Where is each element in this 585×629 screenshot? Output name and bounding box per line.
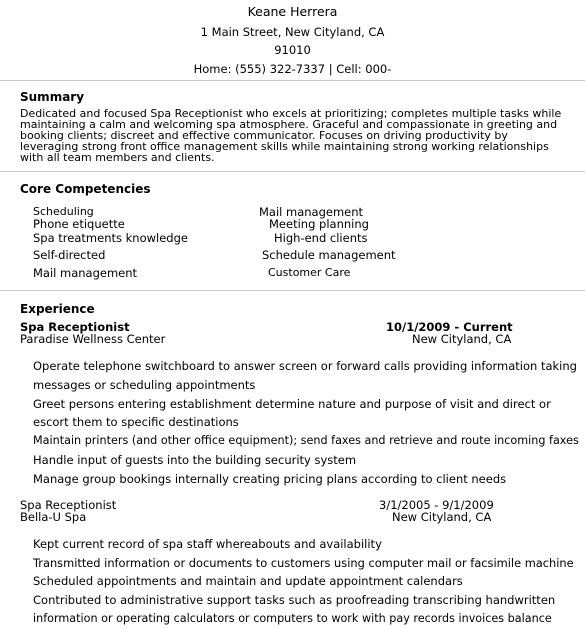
- job-location: New Cityland, CA: [412, 332, 512, 346]
- divider: [0, 80, 585, 81]
- phone-line: Home: (555) 322-7337 | Cell: 000-: [193, 62, 392, 76]
- candidate-name: Keane Herrera: [247, 4, 338, 19]
- job-bullet: Operate telephone switchboard to answer screen or forward calls providing information taking: [33, 359, 577, 373]
- competency-item: Self-directed: [33, 248, 106, 262]
- job-bullet: Transmitted information or documents to customers using computer mail or facsimile machine: [33, 556, 574, 570]
- divider: [0, 290, 585, 291]
- competency-item: Spa treatments knowledge: [33, 231, 188, 245]
- competency-item: Schedule management: [262, 248, 396, 262]
- competency-item: Scheduling: [33, 205, 94, 218]
- competency-item: Mail management: [33, 266, 138, 280]
- summary-line: maintaining a calm and welcoming spa atmosphere. Graceful and compassionate in greeting and: [20, 118, 558, 131]
- job-bullet: Manage group bookings internally creating pricing plans according to client needs: [33, 472, 507, 486]
- job-title: Spa Receptionist: [20, 320, 130, 334]
- job-dates: 3/1/2005 - 9/1/2009: [379, 498, 494, 512]
- summary-line: booking clients; discreet and effective communicator. Focuses on driving productivity by: [20, 129, 508, 142]
- experience-heading: Experience: [20, 302, 95, 316]
- job-bullet: Maintain printers (and other office equipment); send faxes and retrieve and route incoming faxes: [33, 434, 579, 447]
- job-dates: 10/1/2009 - Current: [386, 320, 513, 334]
- competency-item: Meeting planning: [269, 217, 369, 231]
- job-bullet: Handle input of guests into the building security system: [33, 453, 357, 467]
- job-bullet: Scheduled appointments and maintain and update appointment calendars: [33, 574, 463, 588]
- competencies-heading: Core Competencies: [20, 182, 151, 196]
- zip-code: 91010: [274, 43, 311, 57]
- summary-line: Dedicated and focused Spa Receptionist who excels at prioritizing; completes multiple tasks while: [20, 107, 562, 120]
- competency-item: High-end clients: [274, 231, 368, 245]
- divider: [0, 171, 585, 172]
- job-bullet: Kept current record of spa staff whereabouts and availability: [33, 537, 382, 551]
- job-company: Paradise Wellness Center: [20, 332, 166, 346]
- competency-item: Phone etiquette: [33, 217, 125, 231]
- summary-line: leveraging strong front office management skills while maintaining strong working relationships: [20, 140, 549, 153]
- competency-item: Mail management: [259, 205, 364, 219]
- job-bullet: messages or scheduling appointments: [33, 378, 256, 392]
- competency-item: Customer Care: [268, 266, 351, 279]
- summary-line: with all team members and clients.: [20, 151, 215, 164]
- job-title: Spa Receptionist: [20, 498, 117, 512]
- summary-heading: Summary: [20, 90, 85, 104]
- job-bullet: escort them to specific destinations: [33, 415, 239, 429]
- address-line: 1 Main Street, New Cityland, CA: [200, 25, 385, 39]
- job-company: Bella-U Spa: [20, 510, 87, 524]
- job-location: New Cityland, CA: [392, 510, 492, 524]
- job-bullet: Greet persons entering establishment determine nature and purpose of visit and direct or: [33, 397, 551, 411]
- job-bullet: information or operating calculators or computers to work with pay records invoices balance: [33, 612, 552, 625]
- job-bullet: Contributed to administrative support tasks such as proofreading transcribing handwritten: [33, 593, 556, 607]
